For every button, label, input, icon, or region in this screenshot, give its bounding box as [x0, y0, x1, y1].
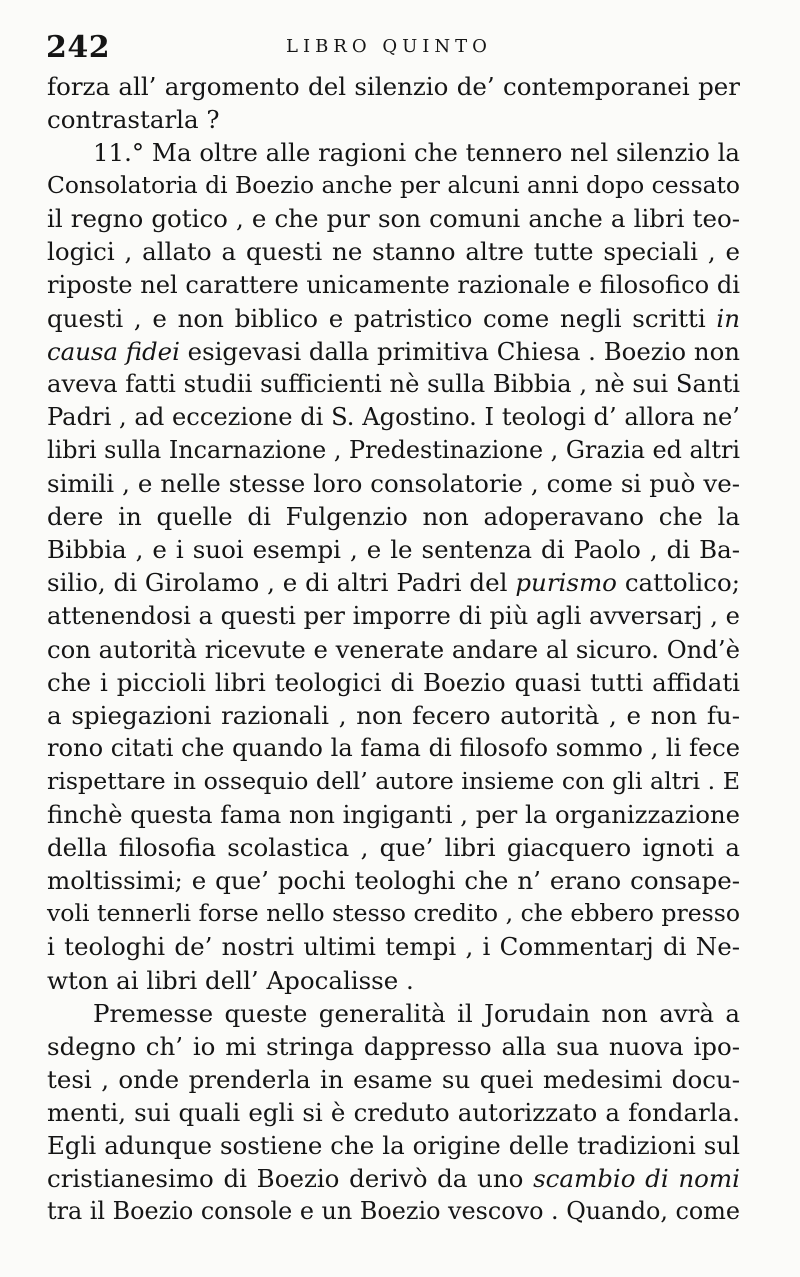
- text-line: [47, 1195, 740, 1228]
- text-line: [47, 1129, 740, 1162]
- line-text: Premesse queste generalità il Jorudain non avrà a: [93, 998, 740, 1028]
- line-text: finchè questa fama non ingiganti , per la organizzazione: [47, 800, 741, 830]
- line-text: esigevasi dalla primitiva Chiesa . Boezio non: [179, 336, 740, 366]
- line-text: moltissimi; e que’ pochi teologhi che n’ erano consape-: [47, 866, 740, 896]
- line-text: cattolico;: [616, 568, 740, 598]
- text-line: [47, 1063, 740, 1096]
- line-text: simili , e nelle stesse loro consolatorie , come si può ve-: [47, 469, 740, 499]
- line-text: voli tennerli forse nello stesso credito , che ebbero presso: [47, 899, 740, 928]
- line-text: logici , allato a questi ne stanno altre tutte speciali , e: [47, 237, 740, 267]
- text-line: [47, 1162, 740, 1195]
- italic-text: in: [716, 303, 740, 333]
- text-line: [47, 169, 740, 202]
- text-line: [47, 269, 740, 302]
- text-line: [47, 500, 740, 533]
- line-text: Padri , ad eccezione di S. Agostino. I teologi d’ allora ne’: [47, 402, 740, 431]
- line-text: tra il Boezio console e un Boezio vescovo . Quando, come: [47, 1197, 741, 1226]
- text-line: [47, 103, 740, 136]
- text-line: [47, 533, 740, 566]
- line-text: sdegno ch’ io mi stringa dappresso alla sua nuova ipo-: [47, 1031, 740, 1061]
- text-line: [47, 235, 740, 268]
- text-line: [47, 70, 740, 103]
- line-text: rispettare in ossequio dell’ autore insieme con gli altri . E: [47, 766, 740, 795]
- text-line: [47, 633, 740, 666]
- text-line: [47, 136, 740, 169]
- line-text: della filosofia scolastica , que’ libri giacquero ignoti a: [47, 833, 740, 863]
- line-text: wton ai libri dell’ Apocalisse .: [47, 965, 414, 995]
- running-head: LIBRO QUINTO: [286, 36, 492, 57]
- text-line: [47, 964, 740, 997]
- italic-text: purismo: [515, 568, 617, 598]
- text-line: [47, 600, 740, 633]
- line-text: 11.° Ma oltre alle ragioni che tennero nel silenzio la: [93, 138, 740, 168]
- line-text: con autorità ricevute e venerate andare al sicuro. Ond’è: [47, 634, 741, 664]
- line-text: cristianesimo di Boezio derivò da uno: [47, 1164, 534, 1194]
- text-line: [47, 335, 740, 368]
- line-text: questi , e non biblico e patristico come negli scritti: [47, 303, 717, 333]
- text-line: [47, 302, 740, 335]
- text-line: [47, 798, 740, 831]
- line-text: i teologhi de’ nostri ultimi tempi , i Commentarj di Ne-: [47, 932, 740, 962]
- text-line: [47, 1030, 740, 1063]
- line-text: il regno gotico , e che pur son comuni anche a libri teo-: [47, 204, 740, 234]
- line-text: rono citati che quando la fama di filosofo sommo , li fece: [47, 733, 740, 762]
- line-text: menti, sui quali egli si è creduto autorizzato a fondarla.: [47, 1097, 740, 1127]
- line-text: tesi , onde prenderla in esame su quei medesimi docu-: [47, 1064, 740, 1094]
- text-line: [47, 401, 740, 434]
- line-text: attenendosi a questi per imporre di più agli avversarj , e: [47, 601, 740, 630]
- line-text: forza all’ argomento del silenzio de’ contemporanei per: [47, 72, 740, 101]
- text-line: [47, 666, 740, 699]
- italic-text: scambio di nomi: [533, 1164, 740, 1194]
- line-text: che i piccioli libri teologici di Boezio quasi tutti affidati: [47, 667, 740, 697]
- text-line: [47, 434, 740, 467]
- line-text: contrastarla ?: [47, 105, 220, 135]
- line-text: dere in quelle di Fulgenzio non adoperavano che la: [47, 502, 740, 532]
- text-line: [47, 732, 740, 765]
- text-line: [47, 765, 740, 798]
- line-text: Consolatoria di Boezio anche per alcuni anni dopo cessato: [47, 171, 740, 200]
- text-line: [47, 566, 740, 599]
- text-line: [47, 897, 740, 930]
- page-header: [46, 30, 746, 70]
- text-line: [47, 202, 740, 235]
- text-line: [47, 831, 740, 864]
- text-line: [47, 467, 740, 500]
- line-text: libri sulla Incarnazione , Predestinazione , Grazia ed altri: [47, 436, 741, 465]
- line-text: aveva fatti studii sufficienti nè sulla Bibbia , nè sui Santi: [47, 369, 740, 398]
- text-line: [47, 699, 740, 732]
- text-line: [47, 864, 740, 897]
- text-line: [47, 1096, 740, 1129]
- line-text: silio, di Girolamo , e di altri Padri del: [47, 568, 516, 598]
- page-number: 242: [46, 30, 111, 65]
- text-line: [47, 930, 740, 963]
- italic-text: causa fidei: [47, 336, 180, 366]
- line-text: riposte nel carattere unicamente razionale e filosofico di: [47, 270, 740, 299]
- line-text: a spiegazioni razionali , non fecero autorità , e non fu-: [47, 700, 740, 730]
- text-line: [47, 368, 740, 401]
- text-line: [47, 997, 740, 1030]
- line-text: Bibbia , e i suoi esempi , e le sentenza di Paolo , di Ba-: [47, 535, 740, 565]
- line-text: Egli adunque sostiene che la origine delle tradizioni sul: [47, 1131, 740, 1160]
- body-text: [47, 70, 740, 1228]
